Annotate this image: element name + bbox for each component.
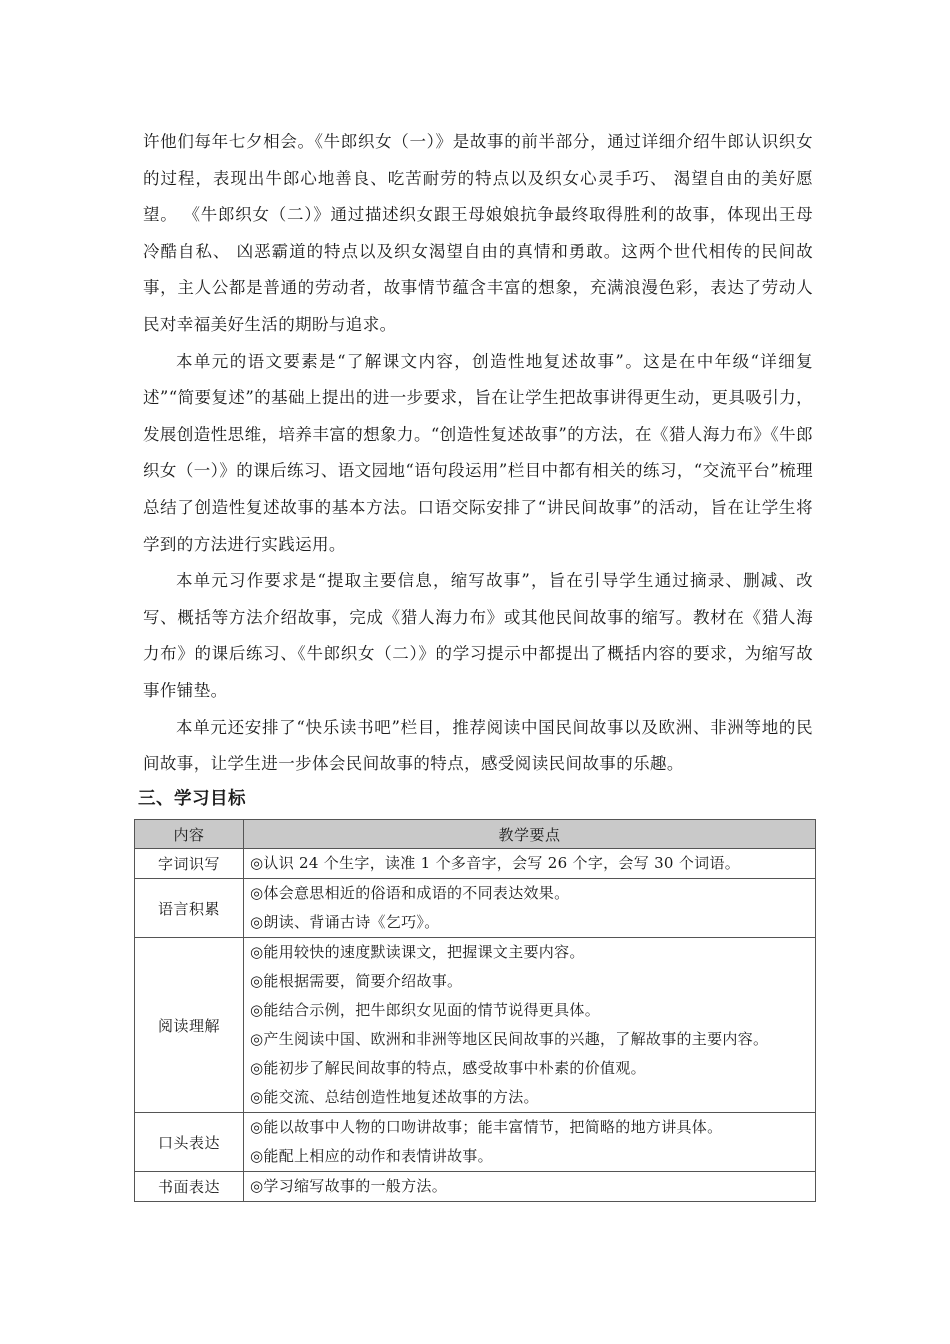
category-cell: 阅读理解 [135,938,244,1113]
category-cell: 口头表达 [135,1113,244,1172]
goal-item: ◎能配上相应的动作和表情讲故事。 [250,1147,493,1165]
header-content: 内容 [135,820,244,849]
goal-item: ◎能根据需要，简要介绍故事。 [250,972,463,990]
goal-item: ◎朗读、背诵古诗《乞巧》。 [250,913,440,931]
goal-item: ◎能交流、总结创造性地复述故事的方法。 [250,1088,539,1106]
goal-item: ◎产生阅读中国、欧洲和非洲等地区民间故事的兴趣，了解故事的主要内容。 [250,1030,769,1048]
goal-item: ◎体会意思相近的俗语和成语的不同表达效果。 [250,884,570,902]
paragraph-language-elements: 本单元的语文要素是“了解课文内容，创造性地复述故事”。这是在中年级“详细复述”“简要复述”的基础上提出的进一步要求，旨在让学生把故事讲得更生动，更具吸引力，发展创造性思维，培养丰富的想象力。“创造性复述故事”的方法，在《猎人海力布》《牛郎织女（一）》的课后练习、语文园地“语句段运用”栏目中都有相关的练习，“交流平台”梳理总结了创造性复述故事的基本方法。口语交际安排了“讲民间故事”的活动，旨在让学生将学到的方法进行实践运用。 [143,351,813,554]
category-cell: 书面表达 [135,1172,244,1202]
goal-item: ◎能结合示例，把牛郎织女见面的情节说得更具体。 [250,1001,600,1019]
learning-goals-table [134,819,816,1202]
table-row [135,1172,816,1202]
items-cell [244,849,816,879]
paragraph-writing-requirement: 本单元习作要求是“提取主要信息，缩写故事”，旨在引导学生通过摘录、删减、改写、概括等方法介绍故事，完成《猎人海力布》或其他民间故事的缩写。教材在《猎人海力布》的课后练习、《牛郎织女（二）》的学习提示中都提出了概括内容的要求，为缩写故事作铺垫。 [143,571,813,700]
table-row [135,938,816,1113]
category-cell: 语言积累 [135,879,244,938]
table-header-row [135,820,816,849]
items-cell [244,879,816,938]
goal-item: ◎能用较快的速度默读课文，把握课文主要内容。 [250,943,585,961]
section-title: 三、学习目标 [138,789,246,809]
body-text [143,124,813,783]
paragraph-continued: 许他们每年七夕相会。《牛郎织女（一）》是故事的前半部分，通过详细介绍牛郎认识织女的过程，表现出牛郎心地善良、吃苦耐劳的特点以及织女心灵手巧、 渴望自由的美好愿望。 《牛郎织女（二）》通过描述织女跟王母娘娘抗争最终取得胜利的故事，体现出王母冷酷自私、 凶恶霸道的特点以及织女渴望自由的真情和勇敢。这两个世代相传的民间故事，主人公都是普通的劳动者，故事情节蕴含丰富的想象，充满浪漫色彩，表达了劳动人民对幸福美好生活的期盼与追求。 [143,132,813,334]
goal-item: ◎能初步了解民间故事的特点，感受故事中朴素的价值观。 [250,1059,646,1077]
items-cell [244,938,816,1113]
goal-item: ◎认识 24 个生字，读准 1 个多音字，会写 26 个字，会写 30 个词语。 [250,854,741,872]
items-cell [244,1172,816,1202]
goal-item: ◎学习缩写故事的一般方法。 [250,1177,447,1195]
table-row [135,879,816,938]
paragraph-reading-bar: 本单元还安排了“快乐读书吧”栏目，推荐阅读中国民间故事以及欧洲、非洲等地的民间故事，让学生进一步体会民间故事的特点，感受阅读民间故事的乐趣。 [143,717,813,774]
table-row [135,1113,816,1172]
header-teaching-points: 教学要点 [244,820,816,849]
table-row [135,849,816,879]
goal-item: ◎能以故事中人物的口吻讲故事；能丰富情节，把简略的地方讲具体。 [250,1118,723,1136]
items-cell [244,1113,816,1172]
category-cell: 字词识写 [135,849,244,879]
